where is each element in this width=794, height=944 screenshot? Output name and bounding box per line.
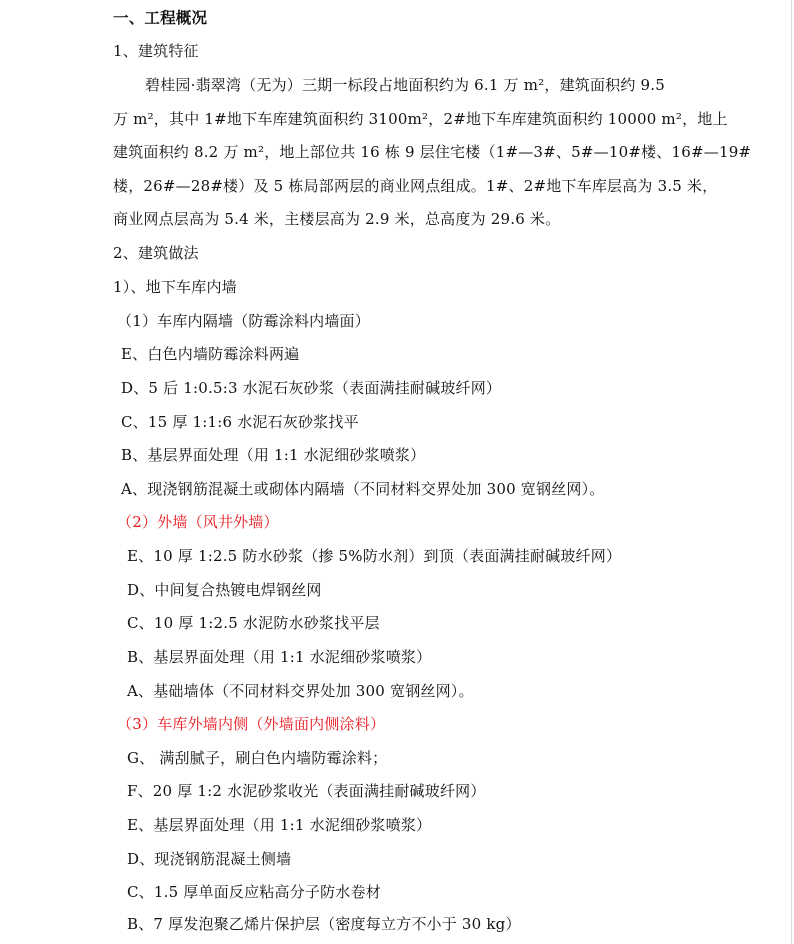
- group3-item-b: B、7 厚发泡聚乙烯片保护层（密度每立方不小于 30 kg）: [127, 915, 521, 933]
- group1-title: （1）车库内隔墙（防霉涂料内墙面）: [117, 312, 370, 330]
- group1-item-c: C、15 厚 1:1:6 水泥石灰砂浆找平: [121, 413, 359, 431]
- paragraph-line-2: 万 m²，其中 1#地下车库建筑面积约 3100m²，2#地下车库建筑面积约 10000 m²，地上: [113, 110, 728, 128]
- section-heading: 一、工程概况: [113, 8, 208, 27]
- paragraph-line-1: 碧桂园·翡翠湾（无为）三期一标段占地面积约为 6.1 万 m²，建筑面积约 9.5: [145, 76, 665, 94]
- group2-item-a: A、基础墙体（不同材料交界处加 300 宽钢丝网）。: [127, 682, 474, 700]
- section2-title: 2、建筑做法: [113, 244, 199, 262]
- group2-item-d: D、中间复合热镀电焊钢丝网: [127, 581, 322, 599]
- group3-title: （3）车库外墙内侧（外墙面内侧涂料）: [117, 715, 386, 733]
- group3-item-c: C、1.5 厚单面反应粘高分子防水卷材: [127, 883, 381, 901]
- paragraph-line-4: 楼，26#—28#楼）及 5 栋局部两层的商业网点组成。1#、2#地下车库层高为 3.5 米，: [113, 177, 718, 195]
- group1-item-d: D、5 后 1:0.5:3 水泥石灰砂浆（表面满挂耐碱玻纤网）: [121, 379, 502, 397]
- group3-item-d: D、现浇钢筋混凝土侧墙: [127, 850, 292, 868]
- section1-title: 1、建筑特征: [113, 42, 199, 60]
- group2-title: （2）外墙（风井外墙）: [117, 513, 279, 531]
- group1-item-b: B、基层界面处理（用 1:1 水泥细砂浆喷浆）: [121, 446, 426, 464]
- group3-item-e: E、基层界面处理（用 1:1 水泥细砂浆喷浆）: [127, 816, 432, 834]
- group1-item-e: E、白色内墙防霉涂料两遍: [121, 345, 300, 363]
- group2-item-b: B、基层界面处理（用 1:1 水泥细砂浆喷浆）: [127, 648, 432, 666]
- paragraph-line-3: 建筑面积约 8.2 万 m²，地上部位共 16 栋 9 层住宅楼（1#—3#、5#—10#楼、16#—19#: [113, 143, 752, 161]
- paragraph-line-5: 商业网点层高为 5.4 米，主楼层高为 2.9 米，总高度为 29.6 米。: [113, 210, 561, 228]
- subsection-title: 1）、地下车库内墙: [113, 278, 237, 296]
- group2-item-e: E、10 厚 1:2.5 防水砂浆（掺 5%防水剂）到顶（表面满挂耐碱玻纤网）: [127, 547, 622, 565]
- group2-item-c: C、10 厚 1:2.5 水泥防水砂浆找平层: [127, 614, 380, 632]
- page-edge-divider: [791, 0, 792, 944]
- group3-item-g: G、 满刮腻子，刷白色内墙防霉涂料；: [127, 749, 388, 767]
- group1-item-a: A、现浇钢筋混凝土或砌体内隔墙（不同材料交界处加 300 宽钢丝网）。: [121, 480, 605, 498]
- group3-item-f: F、20 厚 1:2 水泥砂浆收光（表面满挂耐碱玻纤网）: [127, 782, 486, 800]
